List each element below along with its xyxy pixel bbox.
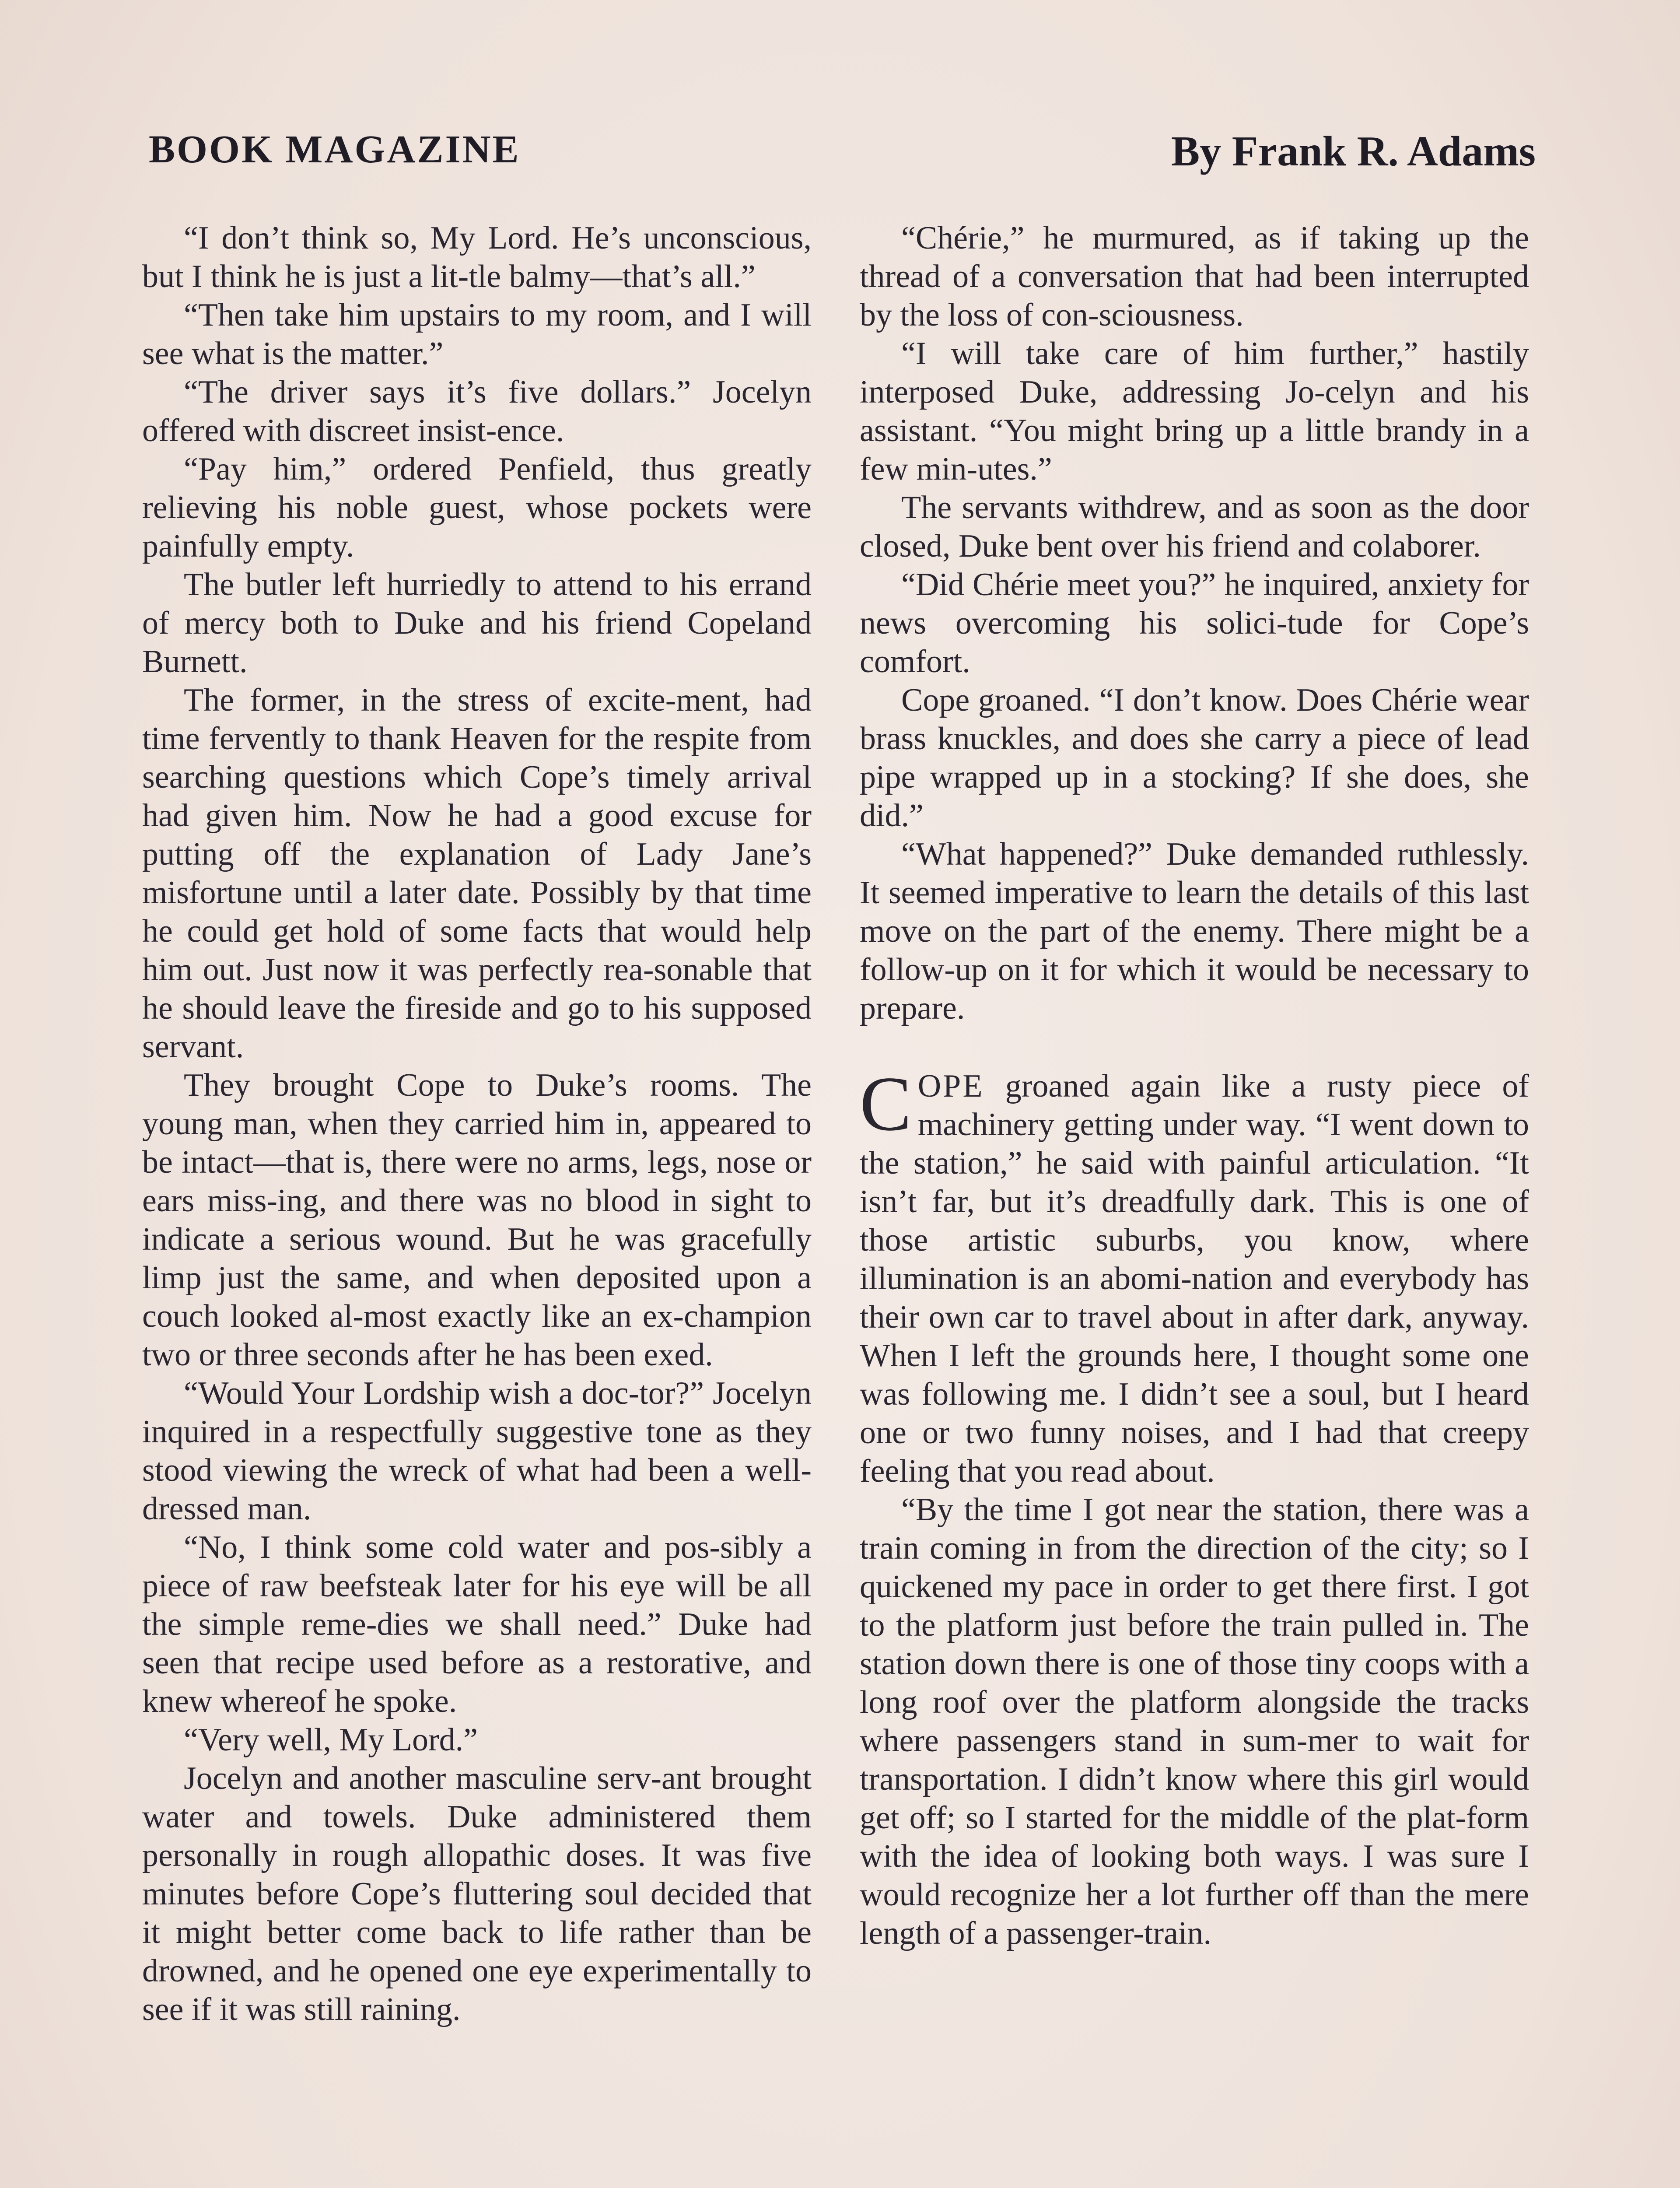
paragraph: “The driver says it’s five dollars.” Jocelyn offered with discreet insist-ence. [142,374,812,449]
paragraph: “Pay him,” ordered Penfield, thus greatly relieving his noble guest, whose pockets were painfully empty. [142,451,812,564]
magazine-title: BOOK MAGAZINE [149,128,521,171]
paragraph: The butler left hurriedly to attend to his errand of mercy both to Duke and his friend Copeland Burnett. [142,567,812,680]
paragraph: “Would Your Lordship wish a doc-tor?” Jocelyn inquired in a respectfully suggestive tone as they stood viewing the wreck of what had been a well-dressed man. [142,1375,812,1527]
section-break-paragraph [860,1060,1529,1490]
paragraph: “What happened?” Duke demanded ruthlessly. It seemed imperative to learn the details of this last move on the part of the enemy. There might be a follow-up on it for which it would be necessary to prepare. [860,836,1529,1026]
paragraph: They brought Cope to Duke’s rooms. The young man, when they carried him in, appeared to be intact—that is, there were no arms, legs, nose or ears miss-ing, and there was no blood in sight to indicate a serious wound. But he was gracefully limp just the same, and when deposited upon a couch looked al-most exactly like an ex-champion two or three seconds after he has been exed. [142,1067,812,1373]
paragraph: “No, I think some cold water and pos-sibly a piece of raw beefsteak later for his eye will be all the simple reme-dies we shall need.” Duke had seen that recipe used before as a restorative, and knew whereof he spoke. [142,1529,812,1719]
paragraph: “Did Chérie meet you?” he inquired, anxiety for news overcoming his solici-tude for Cope’s comfort. [860,567,1529,680]
right-column [860,219,1529,1953]
paragraph-text: groaned again like a rusty piece of machinery getting under way. “I went down to the station,” he said with painful articulation. “It isn’t far, but it’s dreadfully dark. This is one of those artistic suburbs, you know, where illumination is an abomi-nation and everybody has their own car to travel about in after dark, anyway. When I left the grounds here, I thought some one was following me. I didn’t see a soul, but I heard one or two funny noises, and I had that creepy feeling that you read about. [860,1068,1529,1489]
paragraph: The former, in the stress of excite-ment, had time fervently to thank Heaven for the respite from searching questions which Cope’s timely arrival had given him. Now he had a good excuse for putting off the explanation of Lady Jane’s misfortune until a later date. Possibly by that time he could get hold of some facts that would help him out. Just now it was perfectly rea-sonable that he should leave the fireside and go to his supposed servant. [142,682,812,1065]
paragraph: “Then take him upstairs to my room, and I will see what is the matter.” [142,297,812,372]
paragraph: Jocelyn and another masculine serv-ant brought water and towels. Duke administered them personally in rough allopathic doses. It was five minutes before Cope’s fluttering soul decided that it might better come back to life rather than be drowned, and he opened one eye experimentally to see if it was still raining. [142,1760,812,2027]
drop-cap: C [860,1060,912,1147]
paragraph: “I will take care of him further,” hastily interposed Duke, addressing Jo-celyn and his assistant. “You might bring up a little brandy in a few min-utes.” [860,336,1529,487]
paragraph: “I don’t think so, My Lord. He’s unconscious, but I think he is just a lit-tle balmy—that’s all.” [142,220,812,295]
left-column [142,219,812,2029]
paragraph: “Chérie,” he murmured, as if taking up the thread of a conversation that had been interrupted by the loss of con-sciousness. [860,220,1529,333]
paragraph: “Very well, My Lord.” [184,1722,478,1758]
running-header [149,127,1536,179]
paragraph: The servants withdrew, and as soon as the door closed, Duke bent over his friend and colaborer. [860,490,1529,564]
small-caps-lead: OPE [917,1068,984,1104]
author-byline: By Frank R. Adams [1171,128,1536,175]
paragraph: “By the time I got near the station, there was a train coming in from the direction of the city; so I quickened my pace in order to get there first. I got to the platform just before the train pulled in. The station down there is one of those tiny coops with a long roof over the platform alongside the tracks where passengers stand in sum-mer to wait for transportation. I didn’t know where this girl would get off; so I started for the middle of the plat-form with the idea of looking both ways. I was sure I would recognize her a lot further off than the mere length of a passenger-train. [860,1492,1529,1951]
paragraph: Cope groaned. “I don’t know. Does Chérie wear brass knuckles, and does she carry a piece of lead pipe wrapped up in a stocking? If she does, she did.” [860,682,1529,834]
